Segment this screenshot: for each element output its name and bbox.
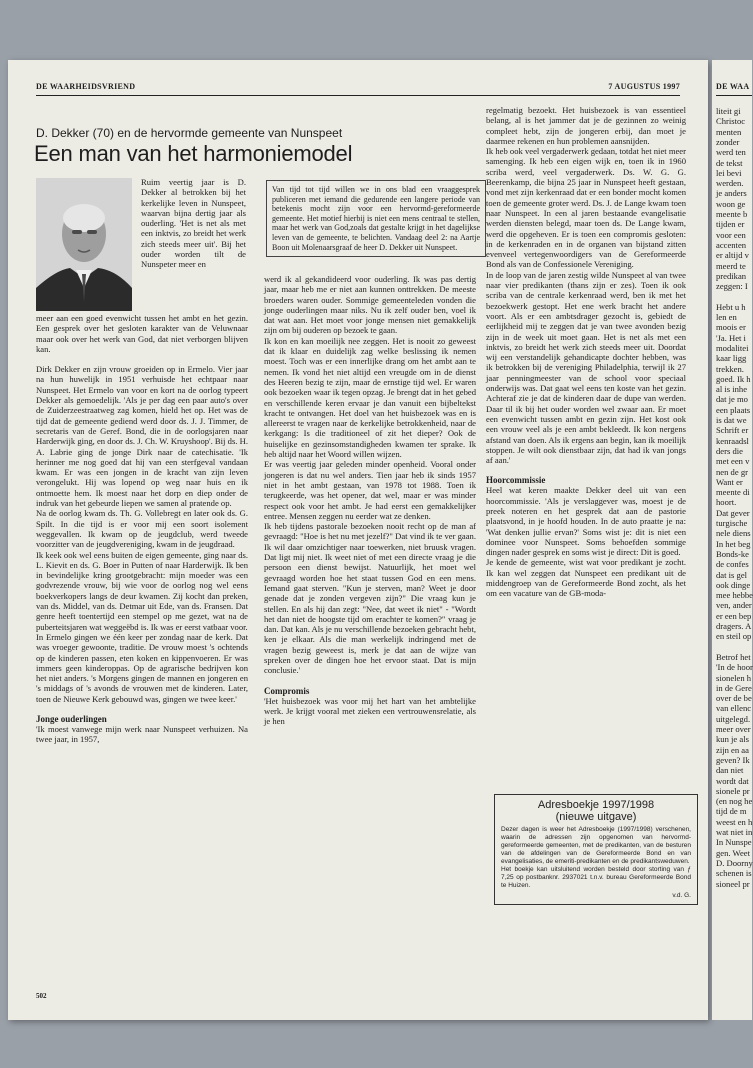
paragraph: In de loop van de jaren zestig wilde Nunspeet al van twee naar vier predikanten (thans zijn er zes). Toen ik ook scriba van de centrale kerkenraad werd, ben ik met het bezoekwerk gestopt. Het ene werk bracht het andere voort. Als er een ambtsdrager gezocht is, gebiedt de eerlijkheid mij te zeggen dat je van twee avonden bezig zijn in de week uit moet gaan. Het is net als met een inktvis, zo breidt het werk zich steeds meer uit. Doordat wij een verstandelijk gehandicapte dochter hebben, was ik betrokken bij de vereniging Philadelphia, terwijl ik 27 jaar penningmeester van de school voor speciaal onderwijs was. Dat gaat wel eens ten koste van het gezin. Achteraf zie je dat de kinderen daar de dupe van werden. Daar til ik bij het ouder worden wel zwaar aan. Er moet een evenwicht tussen ambt en gezin zijn. Het kost ook een vrouw veel als je een ambt bekleedt. Ik kon nergens afstand van doen. Als ik ergens aan begin, kan ik moeilijk stoppen. Je wilt ook dienstbaar zijn, dat had ik van jongs af aan.' (486, 269, 686, 466)
next-page-line: gen. Weet (716, 847, 750, 858)
paragraph: In Ermelo gingen we één keer per zondag naar de kerk. Dat was vroeger gewoonte, traditie. De vrouw moest 's ochtends op de kinderen passen, eten koken en kippenvoeren. Er was immers geen kinderoppas. Op de agrarische bedrijven kon het niet anders. 's Morgens gingen de mannen en jongeren en 's middags of 's avonds de vrouwen met de kinderen. Later, toen de Nieuwe Kerk gebouwd was, gingen we twee keer.' (36, 631, 248, 704)
subheading-jonge-ouderlingen: Jonge ouderlingen (36, 713, 107, 724)
adresboekje-ad-box (494, 794, 698, 905)
intro-wrap-text: Ruim veertig jaar is D. Dekker al betrokken bij het kerkelijke leven in Nunspeet, waarvan bijna dertig jaar als ouderling. 'Het is net als met een inktvis, zo breidt het werk zich steeds meer uit'. Bij het ouder worden tilt de Nunspeter meer en (141, 177, 246, 270)
paragraph: 'Het huisbezoek was voor mij het hart van het ambtelijke werk. Je krijgt vooral met zieken een vertrouwensrelatie, als je hen (264, 695, 476, 727)
next-page-line: woon ge (716, 198, 746, 209)
next-page-line: schenen is (716, 868, 752, 879)
next-page-publication: DE WAA (716, 82, 750, 91)
next-page-line: over de be (716, 693, 752, 704)
next-page-line: dan niet (716, 765, 744, 776)
next-page-line: goed. Ik h (716, 373, 751, 384)
next-page-line: van ellenc (716, 703, 752, 714)
next-page-line: lei bevi (716, 167, 742, 178)
next-page-line: werden. (716, 178, 744, 189)
next-page-line: en steil op (716, 631, 752, 642)
header-rule (36, 95, 680, 96)
next-page-line: geven? Ik (716, 754, 750, 765)
paragraph: regelmatig bezoekt. Het huisbezoek is van essentieel belang, al is het jammer dat je de gezinnen zo weinig compleet hebt, zijn de jongeren erbij, dan moet je daarmee rekenen en hun problemen aansnijden. (486, 105, 686, 146)
next-page-line: sionelen h (716, 672, 752, 683)
next-page-line: werd ten (716, 147, 746, 158)
next-page-line: 'In de hoor (716, 662, 753, 673)
next-page-line: predikan (716, 270, 747, 281)
next-page-line: modalitei (716, 342, 749, 353)
next-page-line: al is inhe (716, 384, 748, 395)
paragraph: Er was veertig jaar geleden minder openheid. Vooral onder jongeren is dat nu wel anders. Tien jaar heb ik sinds 1957 niet in het ambt gestaan, van 1978 tot 1988. Toen ik terugkeerde, was het opener, dat wel, maar er was minder respect ook voor het ambt. Je had eerst een gemakkelijker entree. Mensen zeggen nu eerder wat ze denken. (264, 459, 476, 521)
next-page-line: zeggen: I (716, 281, 748, 292)
next-page-line: er altijd v (716, 250, 749, 261)
next-page-line: uitgelegd. (716, 713, 751, 724)
next-page-line: (en nog he (716, 796, 753, 807)
next-page-line: er een bep (716, 610, 752, 621)
next-page-line: turgische (716, 518, 748, 528)
next-page-line: dat je mo (716, 394, 748, 405)
paragraph: Ik heb ook veel vergaderwerk gedaan, totdat het niet meer samenging. Ik heb een eigen wijk en, toen ik in 1960 scriba werd, veel vergaderwerk. Ds. W. G. G. Beerenkamp, die bijna 25 jaar in Nunspeet heeft gestaan, vond met zijn kerkenraad dat er een bonder mocht komen toen de gemeente groter werd. Ds. J. de Lange kwam toen naar Nunspeet. In een al jaren bestaande evangelisatie werden diensten belegd, maar toen ds. De Lange kwam, werd die opgeheven. Er is toen een compromis gesloten: in de kerkenraden en in de organen van bijstand zitten evenveel vertegenwoordigers van de Gereformeerde Bond als van de Confessionele Vereniging. (486, 146, 686, 270)
next-page-line: liteit gi (716, 106, 741, 116)
ad-subtitle: (nieuwe uitgave) (555, 811, 637, 823)
next-page-line: zijn en aa (716, 744, 749, 755)
paragraph: 'Ik moest vanwege mijn werk naar Nunspeet verhuizen. Na twee jaar, in 1957, (36, 723, 248, 745)
next-page-line: nele diens (716, 528, 751, 539)
next-page-line: In het beg (716, 538, 751, 549)
next-page-line: je anders (716, 188, 747, 199)
next-page-line: ook dinge (716, 579, 751, 590)
next-page-line: kaar ligg (716, 353, 747, 364)
next-page-line: tijden er (716, 219, 745, 230)
column-1 (36, 313, 248, 745)
next-page-line: Hebt u h (716, 301, 746, 312)
paragraph: Ik keek ook wel eens buiten de eigen gemeente, ging naar ds. L. Kievit en ds. G. Boer in Putten of naar Harderwijk. Ik ben in bevindelijke kring grootgebracht: mijn moeder was een godvrezende vrouw, bij wie voor de oorlog nog wel eens boekverkopers langs de deur kwamen. Zij kocht dan preken, van ds. Middel, van ds. Detmar uit Ede, van ds. Fransen. Dat genre heeft toentertijd een stempel op me gezet, wat na de puberteitsjaren wat weggeëbd is. Ik was er eerst vatbaar voor. (36, 549, 248, 632)
next-page-line: meente di (716, 487, 750, 498)
paragraph: Dirk Dekker en zijn vrouw groeiden op in Ermelo. Vier jaar na hun huwelijk in 1951 verhuisde het echtpaar naar Nunspeet. Het Ermelo van voor en kort na de oorlog typeert Dekker als gemoedelijk. 'Als je per dag een paar auto's over de Zuiderzeestraatweg zag komen, hield het op. Het was de tijd dat de gemeente gediend werd door ds. J. J. Timmer, de secretaris van de Geref. Bond, die in de oorlogsjaren naar Harderwijk ging, en door ds. J. Ch. W. Kruyshoop'. Bij ds. H. A. Labrie ging de jonge Dirk naar de catechisatie. 'Ik herinner me nog goed dat hij van een sterfgeval vandaan kwam. Er was een jongen in de kracht van zijn leven verongelukt. Hij was lopend op weg naar huis en ik ontmoette hem. Ik moest naar het dorp en diep onder de indruk van het gebeurde liepen we samen al pratende op. (36, 364, 248, 509)
ad-signature: v.d. G. (672, 892, 691, 899)
column-2 (264, 274, 476, 726)
page-number: 502 (36, 992, 47, 1000)
next-page-header-rule (716, 95, 752, 96)
ad-body: Dezer dagen is weer het Adresboekje (1997/1998) verschenen, waarin de adressen zijn opgenomen van hervormd-gereformeerde gemeenten, met de predikanten, van de besturen van de afdelingen van de Gereformeerde Bond en van evangelisaties, de emeriti-predikanten en de predikantsweduwen. (501, 826, 691, 865)
next-page-line: meer over (716, 724, 751, 734)
next-page-line: ders die (716, 445, 743, 456)
publication-name: DE WAARHEIDSVRIEND (36, 82, 136, 91)
subheading-hoorcommissie: Hoorcommissie (486, 475, 546, 486)
next-page-line: dragers. A (716, 621, 752, 631)
next-page-line: zonder (716, 136, 740, 147)
next-page-line: mee hebbe (716, 590, 753, 601)
next-page-line: Want er (716, 476, 743, 487)
subheading-compromis: Compromis (264, 685, 310, 696)
next-page-line: accenten (716, 239, 747, 250)
next-page-line: meente b (716, 209, 748, 219)
next-page-line: voor een (716, 229, 746, 240)
next-page-line: len en (716, 312, 737, 322)
next-page-line: Dat gever (716, 507, 750, 518)
next-page-line: wordt dat (716, 775, 749, 786)
paragraph: Je kende de gemeente, wist wat voor predikant je zocht. Ik kan wel zeggen dat Nunspeet een predikant uit de middengroep van de Gereformeerde Bond zocht, als het om een vacature van de GB-moda- (486, 557, 686, 599)
article-headline: Een man van het harmoniemodel (34, 141, 353, 166)
article-kicker: D. Dekker (70) en de hervormde gemeente van Nunspeet (36, 126, 343, 140)
next-page-line: ven, ander (716, 600, 752, 611)
next-page-line: kun je als (716, 734, 749, 745)
next-page-line: in de Gere (716, 682, 752, 693)
next-page-line: sionele pr (716, 785, 750, 796)
next-page-line: sioneel pr (716, 878, 750, 889)
publication-date: 7 AUGUSTUS 1997 (608, 82, 680, 91)
paragraph: werd ik al gekandideerd voor ouderling. Ik was pas dertig jaar, maar heb me er niet aan kunnen onttrekken. De meeste broeders waren ouder. Sommige gemeenteleden vonden die jonge ouderlingen maar niks. Nu ik zelf ouder ben, voel ik dat wat aan. Het moet voor jonge mensen niet gemakkelijk zijn om bij ouderen op bezoek te gaan. (264, 274, 476, 336)
next-page-line: 'Ja. Het i (716, 332, 746, 343)
next-page-line: weest en h (716, 816, 753, 827)
paragraph: Heel wat keren maakte Dekker deel uit van een hoorcommissie. 'Als je verslaggever was, moest je de preek noteren en het gesprek dat aan de pastorie plaatsvond, in je hoofd houden. In de auto praatte je na: 'Wat denken jullie ervan?' Soms wist je: dit is niet een dominee voor Nunspeet. Soms behoefden sommige dingen nader gesprek en soms wist je direct: Dit is goed. (486, 485, 686, 558)
next-page-line: Christoc (716, 116, 746, 127)
next-page-line: is dat we (716, 415, 747, 425)
next-page-line: Betrof het (716, 651, 751, 662)
ad-body-order: Het boekje kan uitsluitend worden besteld door storting van ƒ 7,25 op postbanknr. 2937021 t.n.v. bureau Gereformeerde Bond te Huizen. (501, 866, 691, 889)
next-page-line: trekken. (716, 363, 744, 374)
paragraph: Ik heb tijdens pastorale bezoeken nooit recht op de man af gevraagd: "Hoe is het nu met jezelf?" Dat vind ik te ver gaan. Ik wil daar omzichtiger naar toewerken, niet bruusk vragen. Dat ligt mij niet. Ik weet niet of met een directe vraag je die persoon een dienst bewijst. Natuurlijk, het moet wel gevraagd worden hoe het staat tussen God en een mens. Iemand gaat sterven. "Kun je sterven, man? Weet je door genade dat je zonden vergeven zijn?" Die vraag kun je stellen. En als hij dan zegt: "Nee, dat weet ik niet" - "Wordt het dan niet de hoogste tijd om erachter te komen?" vraag je dan. Dat kan. Als je nu verschillende bezoeken gebracht hebt, ken je elkaar. Als die man werkelijk indringend met de vragen bezig geweest is, merk je dat aan de wijze van spreken over de dingen hoe het ervoor staat. Dat is mijn conclusie.' (264, 521, 476, 676)
next-page-line: de tekst (716, 157, 743, 168)
next-page-line: meerd te (716, 260, 746, 271)
next-page-line: Bonds-ke (716, 548, 749, 559)
next-page-line: In Nunspe (716, 837, 752, 848)
next-page-edge (712, 60, 752, 1020)
newspaper-page (8, 60, 708, 1020)
next-page-line: dat is gel (716, 569, 748, 580)
portrait-image (36, 178, 132, 311)
next-page-line: D. Doorny (716, 857, 753, 868)
paragraph: Ik kon en kan moeilijk nee zeggen. Het is nooit zo geweest dat ik klaar en duidelijk zag welke beslissing ik nemen moest. Toch was er een innerlijke drang om het ambt aan te nemen. Ik vond het niet altijd een vreugde om in de dienst des Heeren bezig te zijn, maar de ernstige tijd wel. Er waren ook bezoeken waar ik tegen opzag. Je brengt dat in het gebed en verschillende keren ervaar je dan vanuit een bijbeltekst kracht te ontvangen. Het doel van het huisbezoek was en is allereerst te vragen naar de kerkelijke betrokkenheid, naar de kerkgang: Is die traditioneel of zit het dieper? Ook de huiselijke en gezinsomstandigheden kwamen ter sprake. Ik heb altijd naar het Woord willen wijzen. (264, 335, 476, 460)
portrait-photo (36, 178, 132, 311)
paragraph: Na de oorlog kwam ds. Th. G. Vollebregt en later ook ds. G. Spilt. In die tijd is er voor mij een soort isolement weggevallen. Ik kwam op de jeugdclub, werd tweede voorzitter van de jeugdvereniging, kwam in de jeugdraad. (36, 508, 248, 550)
next-page-line: moois er (716, 322, 746, 333)
next-page-line: tijd de m (716, 806, 747, 817)
next-page-line: hoort. (716, 497, 737, 508)
intro-continuation: meer aan een goed evenwicht tussen het ambt en het gezin. Een gesprek over het gesloten karakter van de Veluwnaar maar ook over het werk van God, dat niet verborgen blijven kan. (36, 313, 248, 354)
ad-title: Adresboekje 1997/1998 (537, 799, 655, 811)
next-page-line: menten (716, 126, 742, 137)
next-page-line: nen de gr (716, 466, 748, 477)
next-page-line: met een v (716, 456, 750, 467)
column-3 (486, 105, 686, 599)
next-page-line: de confes (716, 559, 749, 570)
next-page-line: een plaats (716, 404, 751, 415)
intro-info-box: Van tijd tot tijd willen we in ons blad een vraaggesprek publiceren met iemand die gedurende een langere periode van betekenis mocht zijn voor een hervormd-gereformeerde gemeente. Het motief hierbij is niet een mens centraal te stellen, maar het werk van God,zoals dat gestalte krijgt in het dagelijkse leven van de gemeente, te belichten. Vandaag deel 2: na Aartje Boon uit Molenaarsgraaf de heer D. Dekker uit Nunspeet. (266, 180, 486, 257)
next-page-line: wat niet in (716, 827, 753, 837)
next-page-line: Schrift er (716, 425, 749, 436)
next-page-line: kenraadsl (716, 435, 749, 446)
